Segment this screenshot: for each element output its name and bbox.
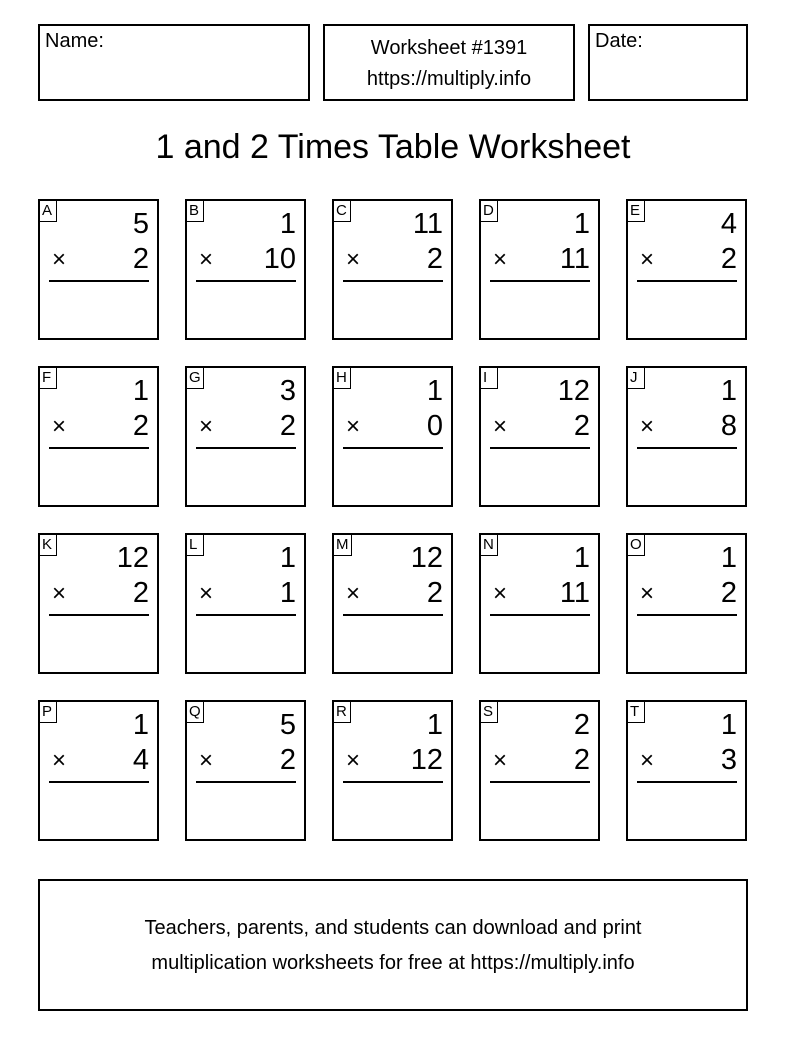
multiplier: 11 — [559, 577, 590, 609]
problem-letter: F — [40, 368, 57, 389]
multiplicand: 4 — [720, 208, 737, 240]
answer-line — [637, 447, 737, 449]
footer-line-2: multiplication worksheets for free at https://multiply.info — [151, 952, 635, 974]
multiplier: 2 — [132, 243, 149, 275]
problem-card — [38, 700, 159, 841]
answer-line — [196, 781, 296, 783]
times-sign: × — [346, 413, 361, 440]
footer-line-1: Teachers, parents, and students can download and print — [144, 917, 642, 939]
problem-card — [332, 366, 453, 507]
problem-letter: Q — [187, 702, 204, 723]
multiplicand: 1 — [132, 709, 149, 741]
problem-card — [185, 533, 306, 674]
times-sign: × — [199, 246, 214, 273]
multiplier: 12 — [410, 744, 443, 776]
multiplicand: 1 — [426, 375, 443, 407]
answer-line — [49, 781, 149, 783]
multiplicand: 12 — [557, 375, 590, 407]
multiplier: 2 — [573, 744, 590, 776]
date-field-box — [588, 24, 748, 101]
problem-letter: G — [187, 368, 204, 389]
date-label: Date: — [595, 30, 643, 52]
times-sign: × — [346, 580, 361, 607]
answer-line — [49, 614, 149, 616]
multiplier: 0 — [426, 410, 443, 442]
problem-letter: E — [628, 201, 645, 222]
multiplier: 10 — [263, 243, 296, 275]
problem-letter: M — [334, 535, 352, 556]
times-sign: × — [52, 246, 67, 273]
multiplier: 8 — [720, 410, 737, 442]
multiplier: 2 — [426, 577, 443, 609]
worksheet-url: https://multiply.info — [366, 68, 532, 90]
answer-line — [196, 280, 296, 282]
times-sign: × — [52, 413, 67, 440]
page-title: 1 and 2 Times Table Worksheet — [155, 128, 631, 166]
times-sign: × — [493, 246, 508, 273]
answer-line — [49, 447, 149, 449]
multiplicand: 1 — [573, 208, 590, 240]
answer-line — [490, 614, 590, 616]
problem-letter: B — [187, 201, 204, 222]
name-field-box — [38, 24, 310, 101]
answer-line — [490, 447, 590, 449]
multiplier: 2 — [132, 410, 149, 442]
problem-card — [479, 533, 600, 674]
multiplicand: 1 — [720, 542, 737, 574]
times-sign: × — [52, 580, 67, 607]
multiplicand: 11 — [412, 208, 443, 240]
times-sign: × — [493, 413, 508, 440]
multiplier: 2 — [720, 577, 737, 609]
multiplicand: 3 — [279, 375, 296, 407]
answer-line — [490, 781, 590, 783]
multiplicand: 1 — [279, 542, 296, 574]
problem-card — [626, 533, 747, 674]
multiplicand: 5 — [132, 208, 149, 240]
answer-line — [637, 614, 737, 616]
times-sign: × — [199, 747, 214, 774]
times-sign: × — [346, 246, 361, 273]
problem-letter: C — [334, 201, 351, 222]
multiplier: 2 — [720, 243, 737, 275]
times-sign: × — [52, 747, 67, 774]
multiplicand: 1 — [132, 375, 149, 407]
multiplier: 1 — [279, 577, 296, 609]
answer-line — [637, 280, 737, 282]
problem-card — [38, 366, 159, 507]
multiplicand: 1 — [573, 542, 590, 574]
answer-line — [343, 614, 443, 616]
times-sign: × — [493, 580, 508, 607]
problem-letter: A — [40, 201, 57, 222]
problem-card — [626, 199, 747, 340]
worksheet-number: Worksheet #1391 — [370, 37, 528, 59]
problem-card — [626, 700, 747, 841]
problem-card — [332, 199, 453, 340]
problem-letter: K — [40, 535, 57, 556]
times-sign: × — [199, 413, 214, 440]
problem-card — [185, 366, 306, 507]
multiplicand: 5 — [279, 709, 296, 741]
multiplier: 4 — [132, 744, 149, 776]
name-label: Name: — [45, 30, 104, 52]
multiplier: 3 — [720, 744, 737, 776]
multiplicand: 12 — [116, 542, 149, 574]
problem-letter: S — [481, 702, 498, 723]
problem-card — [626, 366, 747, 507]
multiplicand: 1 — [720, 375, 737, 407]
answer-line — [343, 447, 443, 449]
problem-card — [332, 700, 453, 841]
problem-letter: N — [481, 535, 498, 556]
multiplicand: 12 — [410, 542, 443, 574]
problem-letter: J — [628, 368, 645, 389]
answer-line — [637, 781, 737, 783]
problem-card — [38, 533, 159, 674]
footer-box — [38, 879, 748, 1011]
times-sign: × — [346, 747, 361, 774]
multiplier: 2 — [279, 744, 296, 776]
problem-letter: R — [334, 702, 351, 723]
answer-line — [196, 614, 296, 616]
problem-card — [479, 199, 600, 340]
problem-card — [479, 366, 600, 507]
multiplier: 2 — [279, 410, 296, 442]
problem-letter: D — [481, 201, 498, 222]
times-sign: × — [640, 580, 655, 607]
multiplicand: 1 — [426, 709, 443, 741]
problem-card — [479, 700, 600, 841]
problem-letter: T — [628, 702, 645, 723]
problem-card — [38, 199, 159, 340]
problem-letter: O — [628, 535, 645, 556]
answer-line — [49, 280, 149, 282]
times-sign: × — [199, 580, 214, 607]
times-sign: × — [640, 413, 655, 440]
times-sign: × — [640, 747, 655, 774]
answer-line — [343, 280, 443, 282]
problem-letter: P — [40, 702, 57, 723]
times-sign: × — [640, 246, 655, 273]
multiplier: 2 — [426, 243, 443, 275]
problem-card — [332, 533, 453, 674]
problem-card — [185, 199, 306, 340]
multiplicand: 1 — [720, 709, 737, 741]
times-sign: × — [493, 747, 508, 774]
multiplier: 2 — [573, 410, 590, 442]
multiplicand: 1 — [279, 208, 296, 240]
answer-line — [490, 280, 590, 282]
problem-letter: L — [187, 535, 204, 556]
multiplier: 11 — [559, 243, 590, 275]
problem-letter: I — [481, 368, 498, 389]
answer-line — [196, 447, 296, 449]
problem-card — [185, 700, 306, 841]
worksheet-info-box — [323, 24, 575, 101]
multiplicand: 2 — [573, 709, 590, 741]
multiplier: 2 — [132, 577, 149, 609]
problem-letter: H — [334, 368, 351, 389]
answer-line — [343, 781, 443, 783]
